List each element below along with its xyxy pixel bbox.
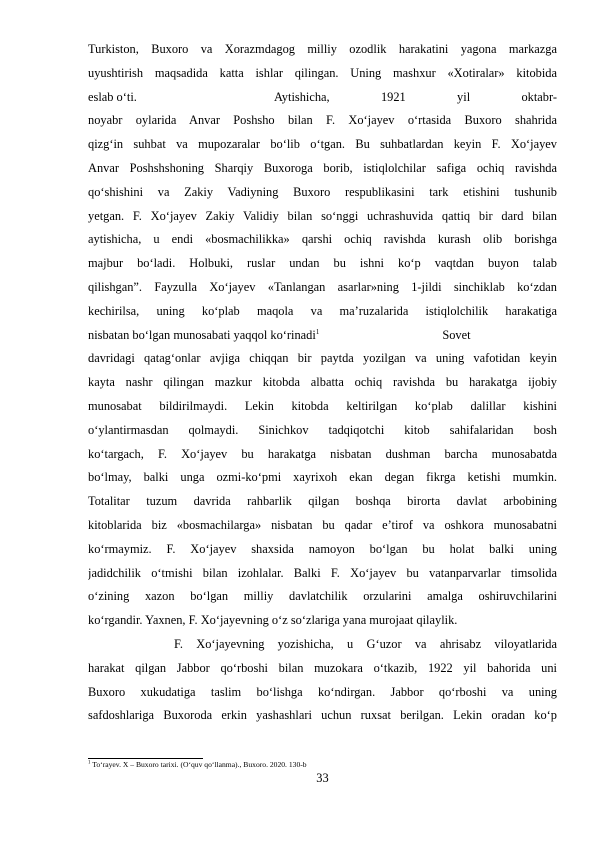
text-line: F. Xo‘jayevning yozishicha, u G‘uzor va ahrisabz viloyatlarida [174, 636, 557, 651]
text-line: yetgan. F. Xo‘jayev Zakiy Validiy bilan so‘nggi uchrashuvida qattiq bir dard bilan [88, 208, 557, 223]
text-line: kitoblarida biz «bosmachilarga» nisbatan bu qadar e’tirof va oshkora munosabatni [88, 517, 557, 532]
text-line: Anvar Poshshshoning Sharqiy Buxoroga borib, istiqlolchilar safiga ochiq ravishda [88, 160, 557, 175]
text-line: kechirilsa, uning ko‘plab maqola va ma’ruzalarida istiqlolchilik harakatiga [88, 303, 557, 318]
footnote [88, 760, 557, 770]
text-line-part: Aytishicha, 1921 yil oktabr- [274, 89, 557, 104]
text-line-part: eslab o‘ti. [88, 89, 137, 104]
text-line: o‘ylantirmasdan qolmaydi. Sinichkov tadqiqotchi kitob sahifalaridan bosh [88, 422, 557, 437]
page-number: 33 [316, 771, 329, 785]
text-line: safdoshlariga Buxoroda erkin yashashlari uchun ruxsat berilgan. Lekin oradan ko‘p [88, 708, 557, 723]
text-line: qo‘shishini va Zakiy Vadiyning Buxoro respublikasini tark etishini tushunib [88, 184, 557, 199]
text-line: davridagi qatag‘onlar avjiga chiqqan bir paytda yozilgan va uning vafotidan keyin [88, 351, 557, 366]
text-line: ko‘targach, F. Xo‘jayev bu harakatga nisbatan dushman barcha munosabatda [88, 446, 557, 461]
text-line: Turkiston, Buxoro va Xorazmdagog milliy ozodlik harakatini yagona markazga [88, 42, 557, 56]
text-line: munosabat bildirilmaydi. Lekin kitobda keltirilgan ko‘plab dalillar kishini [88, 398, 557, 413]
footnote-number: 1 [88, 760, 91, 766]
text-line: noyabr oylarida Anvar Poshsho bilan F. Xo‘jayev o‘rtasida Buxoro shahrida [88, 113, 557, 128]
text-line: aytishicha, u endi «bosmachilikka» qarshi ochiq ravishda kurash olib borishga [88, 232, 557, 247]
text-line: Buxoro xukudatiga taslim bo‘lishga ko‘ndirgan. Jabbor qo‘rboshi va uning [88, 684, 557, 699]
text-line: Totalitar tuzum davrida rahbarlik qilgan boshqa birorta davlat arbobining [88, 494, 557, 509]
footnote-divider [88, 758, 203, 759]
text-line [88, 324, 557, 348]
text-line: jadidchilik o‘tmishi bilan izohlalar. Balki F. Xo‘jayev bu vatanparvarlar timsolida [88, 565, 557, 580]
text-line: uyushtirish maqsadida katta ishlar qilingan. Uning mashxur «Xotiralar» kitobida [88, 65, 557, 80]
body-text [88, 38, 557, 728]
text-line: harakat qilgan Jabbor qo‘rboshi bilan muzokara o‘tkazib, 1922 yil bahorida uni [88, 660, 557, 675]
text-line: bo‘lmay, balki unga ozmi-ko‘pmi xayrixoh ekan degan fikrga ketishi mumkin. [88, 470, 557, 485]
text-line-part: Sovet [442, 327, 471, 342]
text-line: ko‘rmaymiz. F. Xo‘jayev shaxsida namoyon bo‘lgan bu holat balki uning [88, 541, 557, 556]
text-line: qilishgan”. Fayzulla Xo‘jayev «Tanlangan asarlar»ning 1-jildi sinchiklab ko‘zdan [88, 279, 557, 294]
text-line-part: nisbatan bo‘lgan munosabati yaqqol ko‘rinadi [88, 327, 316, 342]
text-line [88, 86, 557, 110]
text-line: majbur bo‘ladi. Holbuki, ruslar undan bu ishni ko‘p vaqtdan buyon talab [88, 256, 557, 271]
text-line: qizg‘in suhbat va mupozaralar bo‘lib o‘tgan. Bu suhbatlardan keyin F. Xo‘jayev [88, 137, 557, 152]
text-line: kayta nashr qilingan mazkur kitobda albatta ochiq ravishda bu harakatga ijobiy [88, 375, 557, 390]
text-line: o‘zining xazon bo‘lgan milliy davlatchilik orzularini amalga oshiruvchilarini [88, 589, 557, 604]
text-line: ko‘rgandir. Yaxnen, F. Xo‘jayevning o‘z so‘zlariga yana murojaat qilaylik. [88, 613, 458, 628]
footnote-marker: 1 [315, 327, 320, 336]
footnote-text: To‘rayev. X – Buxoro tarixi. (O‘quv qo‘llanma)., Buxoro. 2020. 130-b [90, 760, 307, 769]
